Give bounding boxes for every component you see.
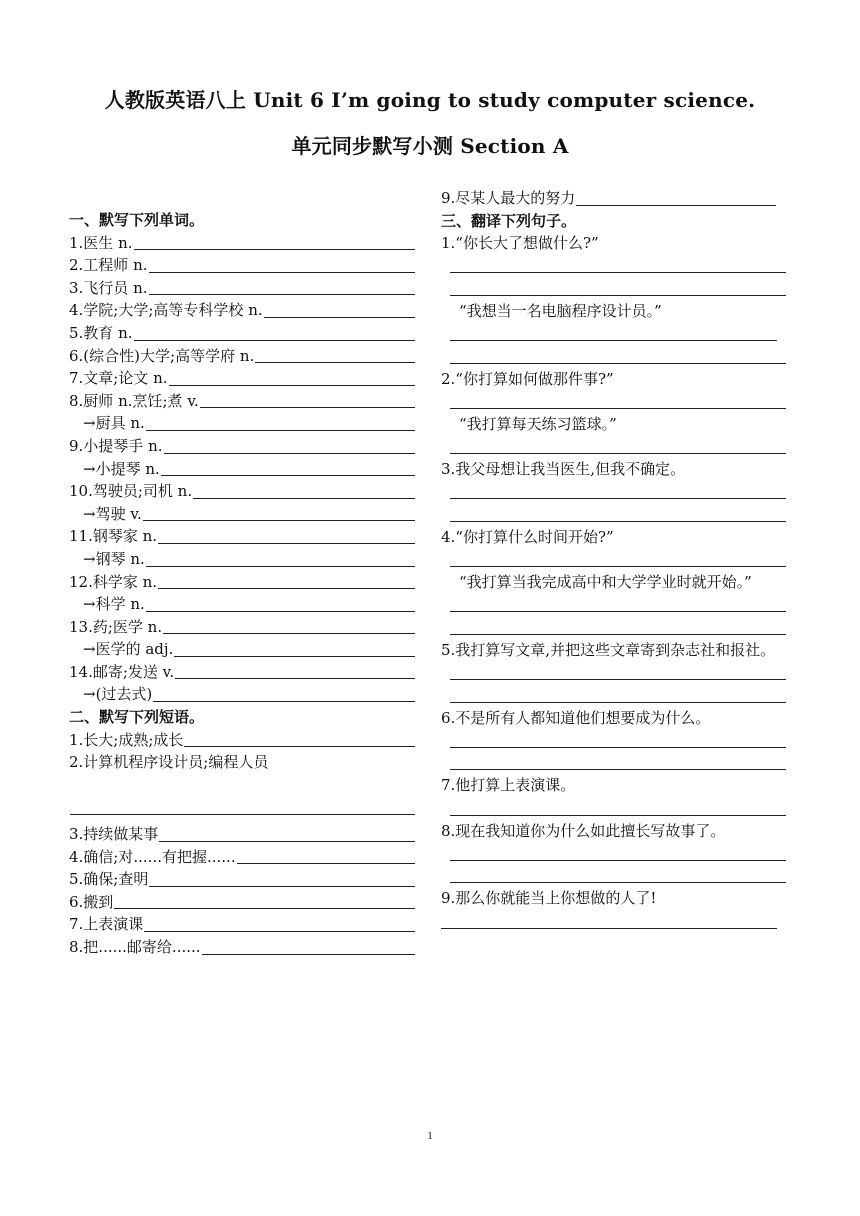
answer-blank[interactable] <box>576 189 776 206</box>
sentence-prompt: 3.我父母想让我当医生,但我不确定。 <box>441 460 686 479</box>
answer-blank[interactable] <box>134 324 415 341</box>
word-item: →医学的 adj. <box>69 638 415 661</box>
answer-blank[interactable] <box>200 391 415 408</box>
word-item: 1.医生 n. <box>69 232 415 255</box>
answer-line[interactable] <box>441 549 786 572</box>
word-item: →(过去式) <box>69 683 415 706</box>
answer-blank[interactable] <box>146 414 415 431</box>
left-column <box>69 209 415 959</box>
answer-blank[interactable] <box>153 685 415 702</box>
phrase-item: 1.长大;成熟;成长 <box>69 729 415 752</box>
sentence-prompt: 1.“你长大了想做什么?” <box>441 234 599 253</box>
word-item: 6.(综合性)大学;高等学府 n. <box>69 345 415 368</box>
sentence-prompt: “我想当一名电脑程序设计员。” <box>459 301 662 320</box>
page-number: 1 <box>427 1130 433 1142</box>
answer-blank[interactable] <box>149 278 415 295</box>
word-item: 12.科学家 n. <box>69 571 415 594</box>
word-item: 3.飞行员 n. <box>69 277 415 300</box>
sentence-prompt: “我打算每天练习篮球。” <box>459 414 617 433</box>
section-heading-phrases: 二、默写下列短语。 <box>69 708 205 727</box>
word-item: 8.厨师 n.烹饪;煮 v. <box>69 390 415 413</box>
answer-blank[interactable] <box>144 915 415 932</box>
section-heading-words: 一、默写下列单词。 <box>69 211 205 229</box>
word-item: 10.驾驶员;司机 n. <box>69 480 415 503</box>
word-item: 2.工程师 n. <box>69 254 415 277</box>
answer-line[interactable] <box>441 323 786 346</box>
answer-blank[interactable] <box>164 437 415 454</box>
answer-blank[interactable] <box>237 847 415 864</box>
page-title: 人教版英语八上 Unit 6 I’m going to study computer science. <box>104 88 756 112</box>
word-item: 9.小提琴手 n. <box>69 435 415 458</box>
answer-blank[interactable] <box>202 938 415 955</box>
answer-blank[interactable] <box>255 346 415 363</box>
sentence-prompt: 8.现在我知道你为什么如此擅长写故事了。 <box>441 821 726 840</box>
answer-line[interactable] <box>441 255 786 278</box>
phrase-item: 7.上表演课 <box>69 913 415 936</box>
answer-blank[interactable] <box>161 459 415 476</box>
word-item: 11.钢琴家 n. <box>69 525 415 548</box>
word-item: 7.文章;论文 n. <box>69 367 415 390</box>
word-item: →钢琴 n. <box>69 548 415 571</box>
word-item: 13.药;医学 n. <box>69 616 415 639</box>
section-heading-sentences: 三、翻译下列句子。 <box>441 211 577 230</box>
answer-line[interactable] <box>441 481 786 504</box>
right-column <box>441 187 786 933</box>
answer-blank[interactable] <box>149 256 415 273</box>
sentence-prompt: 6.不是所有人都知道他们想要成为什么。 <box>441 708 711 727</box>
sentence-prompt: “我打算当我完成高中和大学学业时就开始。” <box>459 573 752 592</box>
answer-blank[interactable] <box>169 369 415 386</box>
word-item: →小提琴 n. <box>69 458 415 481</box>
phrase-item: 3.持续做某事 <box>69 823 415 846</box>
answer-line[interactable] <box>441 616 786 639</box>
answer-blank[interactable] <box>264 301 415 318</box>
answer-line[interactable] <box>441 661 786 684</box>
answer-line[interactable] <box>441 277 786 300</box>
sentence-prompt: 7.他打算上表演课。 <box>441 776 576 795</box>
answer-line[interactable] <box>441 729 786 752</box>
sentence-prompt: 2.“你打算如何做那件事?” <box>441 369 614 388</box>
answer-line[interactable] <box>441 910 786 933</box>
answer-line[interactable] <box>441 594 786 617</box>
answer-blank[interactable] <box>114 892 415 909</box>
answer-line[interactable] <box>441 865 786 888</box>
answer-blank[interactable] <box>158 572 415 589</box>
answer-blank[interactable] <box>146 550 415 567</box>
phrase-item: 6.搬到 <box>69 891 415 914</box>
phrase-item: 8.把......邮寄给...... <box>69 936 415 959</box>
answer-blank[interactable] <box>134 233 415 250</box>
page-subtitle: 单元同步默写小测 Section A <box>291 134 569 158</box>
answer-line[interactable] <box>441 797 786 820</box>
answer-blank[interactable] <box>184 730 415 747</box>
word-item: 14.邮寄;发送 v. <box>69 661 415 684</box>
word-item: →驾驶 v. <box>69 503 415 526</box>
answer-blank[interactable] <box>175 662 415 679</box>
answer-blank[interactable] <box>70 798 415 815</box>
phrase-item: 4.确信;对......有把握...... <box>69 846 415 869</box>
word-item: →科学 n. <box>69 593 415 616</box>
answer-line[interactable] <box>441 436 786 459</box>
answer-line[interactable] <box>441 503 786 526</box>
answer-line[interactable] <box>441 752 786 775</box>
answer-blank[interactable] <box>163 617 415 634</box>
answer-blank[interactable] <box>143 504 415 521</box>
phrase-list <box>69 823 415 959</box>
phrase-answer-line <box>69 796 415 819</box>
answer-blank[interactable] <box>158 527 415 544</box>
phrase-item: 2.计算机程序设计员;编程人员 <box>69 753 269 772</box>
phrase-item: 9.尽某人最大的努力 <box>441 187 786 210</box>
answer-blank[interactable] <box>149 870 415 887</box>
word-item: →厨具 n. <box>69 412 415 435</box>
sentence-prompt: 4.“你打算什么时间开始?” <box>441 527 614 546</box>
answer-line[interactable] <box>441 390 786 413</box>
word-item: 5.教育 n. <box>69 322 415 345</box>
answer-line[interactable] <box>441 684 786 707</box>
answer-blank[interactable] <box>146 595 415 612</box>
phrase-item: 5.确保;查明 <box>69 868 415 891</box>
sentence-prompt: 5.我打算写文章,并把这些文章寄到杂志社和报社。 <box>441 640 776 659</box>
sentence-prompt: 9.那么你就能当上你想做的人了! <box>441 889 657 908</box>
answer-blank[interactable] <box>174 640 415 657</box>
word-item: 4.学院;大学;高等专科学校 n. <box>69 299 415 322</box>
answer-line[interactable] <box>441 842 786 865</box>
word-list <box>69 232 415 706</box>
answer-blank[interactable] <box>159 825 415 842</box>
answer-line[interactable] <box>441 345 786 368</box>
answer-blank[interactable] <box>193 482 415 499</box>
